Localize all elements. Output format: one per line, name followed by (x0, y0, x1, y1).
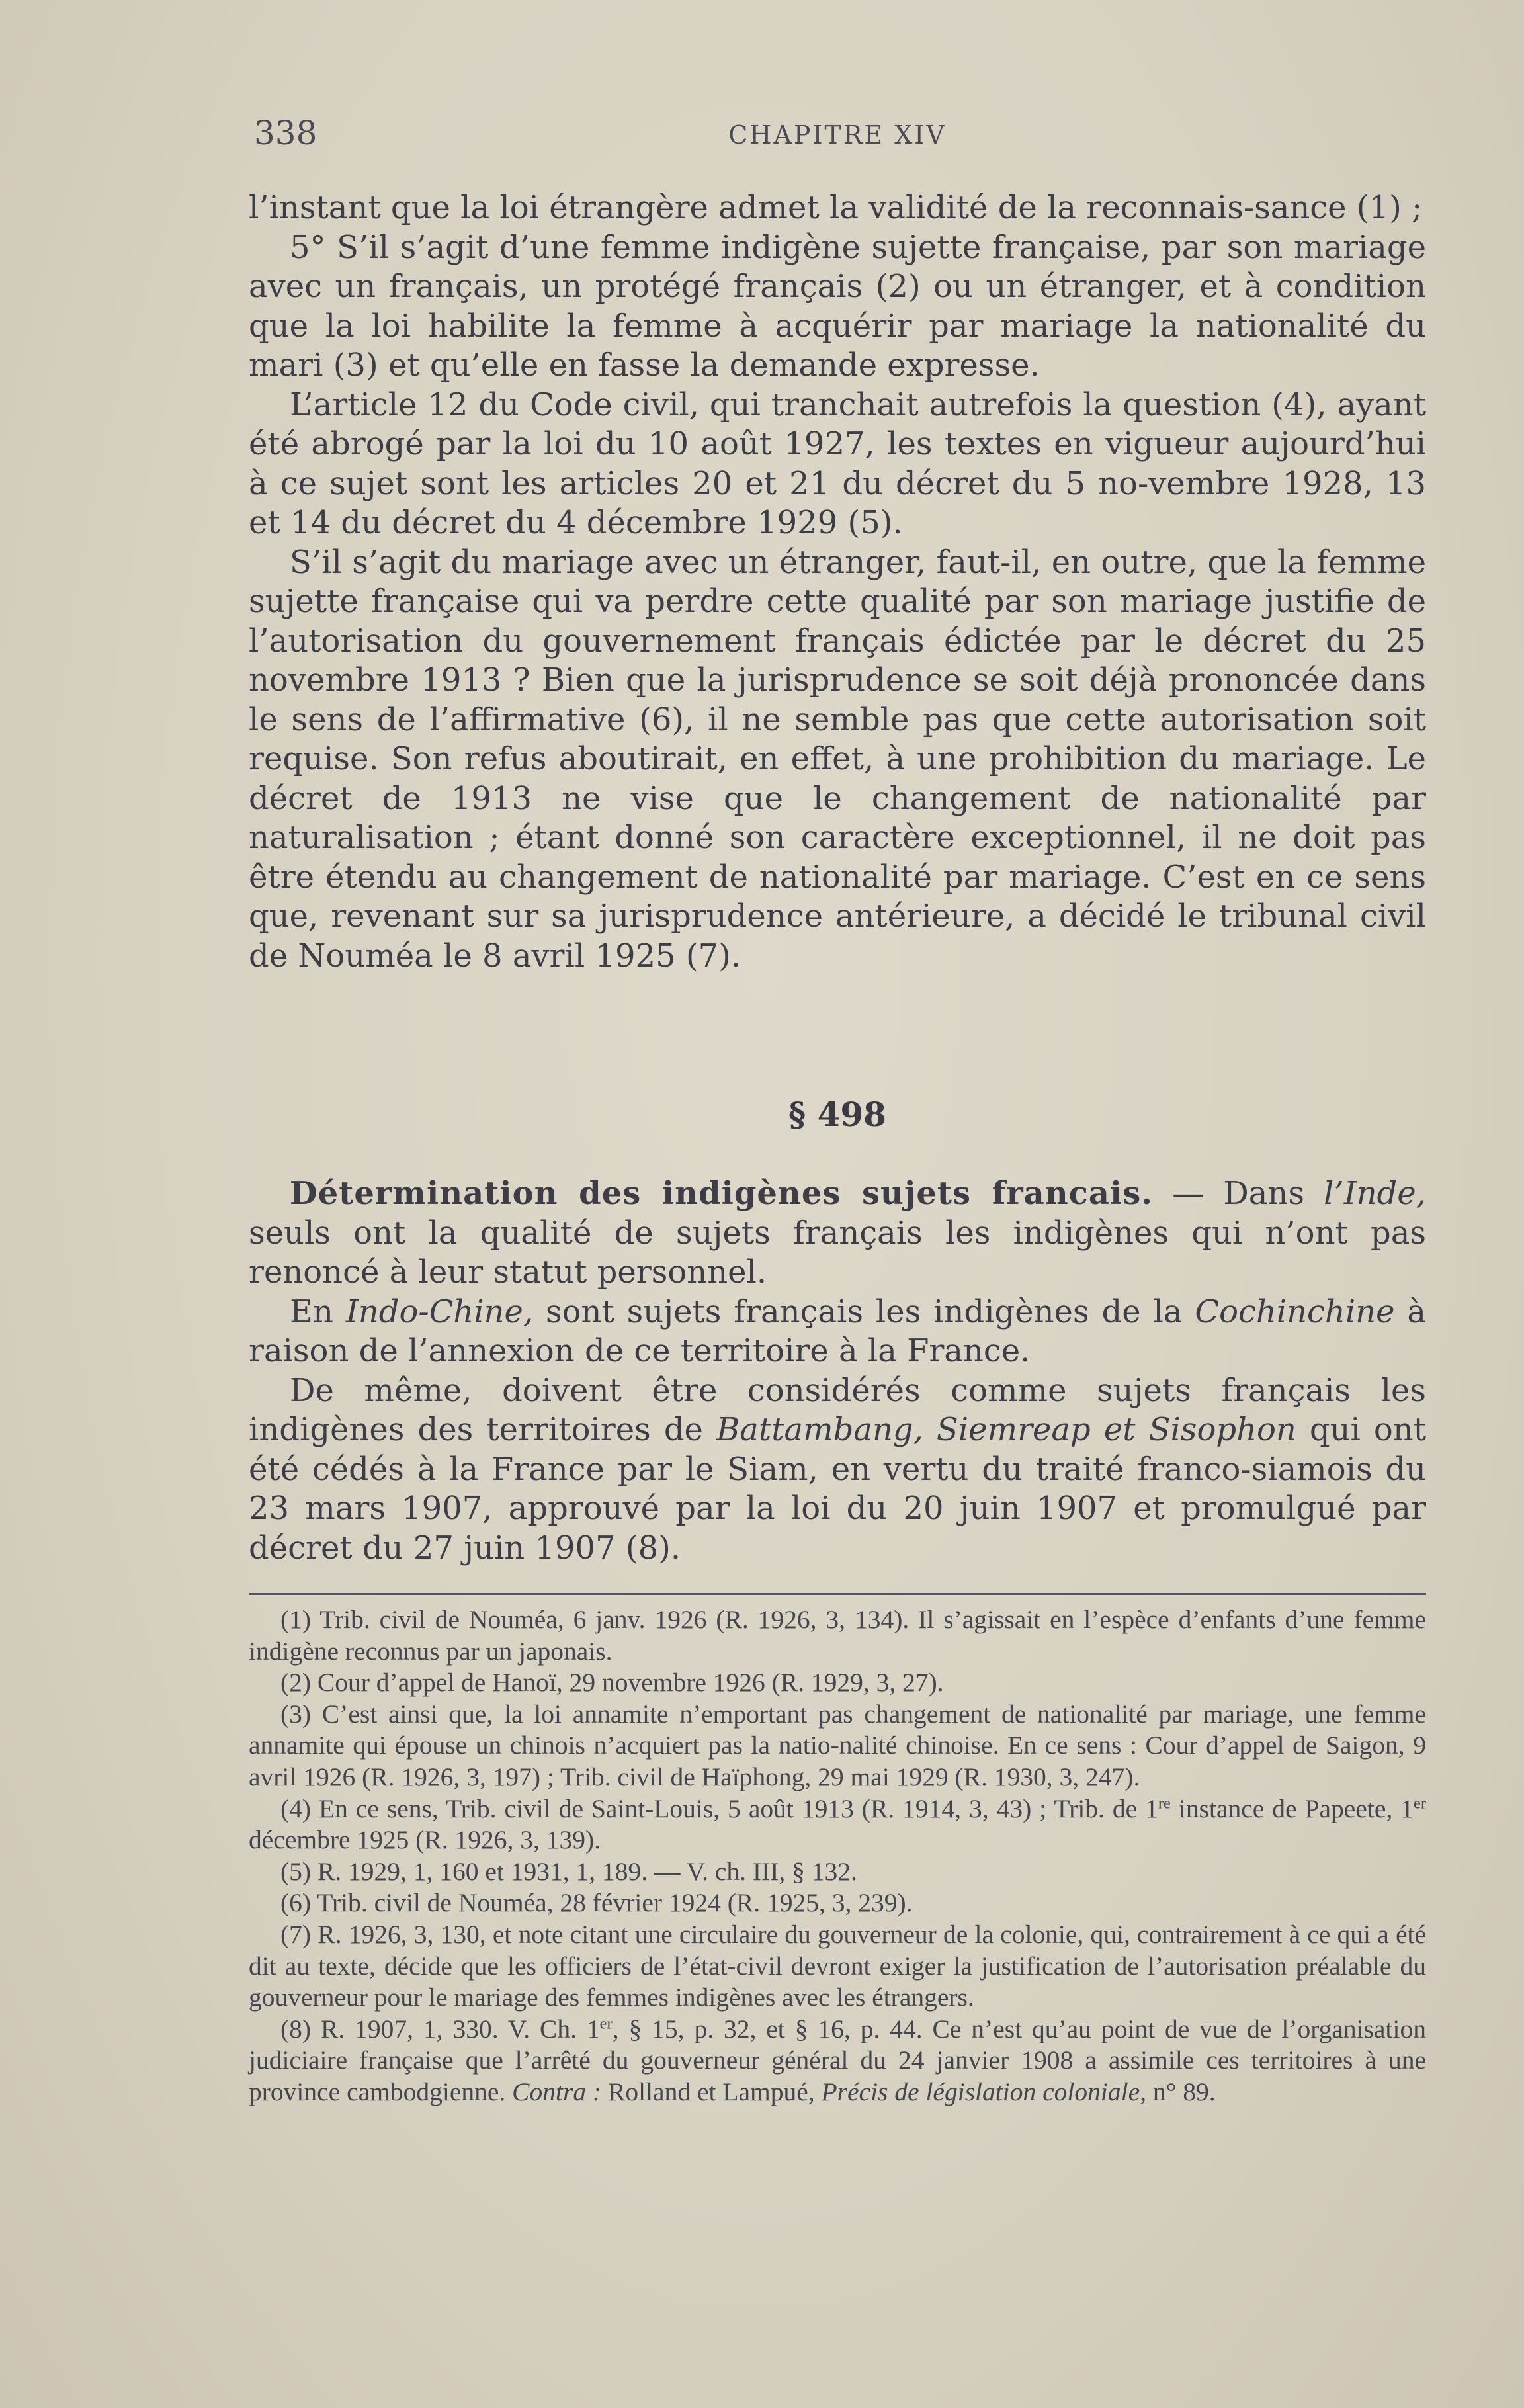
footnote-divider (249, 1593, 1426, 1595)
italic-run: Indo-Chine, (345, 1293, 534, 1330)
text-run: De même, doivent être considérés comme sujets français les indigènes des territoires de (249, 1371, 1426, 1448)
page-number: 338 (254, 114, 318, 152)
running-header (249, 114, 1426, 160)
text-run: — Dans (1152, 1175, 1324, 1212)
paragraph (249, 1174, 1426, 1293)
text-run: qui ont été cédés à la France par le Siam, en vertu du traité franco-siamois du 23 mars 1907, approuvé par la loi du 20 juin 1907 et promulgué par décret du 27 juin 1907 (8). (249, 1411, 1426, 1567)
section-text (249, 1174, 1426, 1568)
footnote: (7) R. 1926, 3, 130, et note citant une circulaire du gouverneur de la colonie, qui, contrairement à ce qui a été dit au texte, décide que les officiers de l’état-civil devront exiger la justification de l’autorisation préalable du gouverneur pour le mariage des femmes indigènes avec les étrangers. (249, 1919, 1426, 2012)
section-heading: Détermination des indigènes sujets francais. (290, 1175, 1153, 1212)
paragraph: S’il s’agit du mariage avec un étranger, faut-il, en outre, que la femme sujette française qui va perdre cette qualité par son mariage justifie de l’autorisation du gouvernement français édictée par le décret du 25 novembre 1913 ? Bien que la jurisprudence se soit déjà prononcée dans le sens de l’affirmative (6), il ne semble pas que cette autorisation soit requise. Son refus aboutirait, en effet, à une prohibition du mariage. Le décret de 1913 ne vise que le changement de nationalité par naturalisation ; étant donné son caractère exceptionnel, il ne doit pas être étendu au changement de nationalité par mariage. C’est en ce sens que, revenant sur sa jurisprudence antérieure, a décidé le tribunal civil de Nouméa le 8 avril 1925 (7). (249, 543, 1426, 974)
footnote: (1) Trib. civil de Nouméa, 6 janv. 1926 (R. 1926, 3, 134). Il s’agissait en l’espèce d’enfants d’une femme indigène reconnus par un japonais. (249, 1605, 1426, 1666)
text-run: (8) R. 1907, 1, 330. V. Ch. 1 (280, 2014, 600, 2043)
paragraph (249, 1371, 1426, 1569)
main-text (249, 189, 1426, 976)
italic-run: Cochinchine (1195, 1293, 1395, 1330)
italic-run: Précis de législation coloniale, (821, 2077, 1146, 2106)
text-run: (4) En ce sens, Trib. civil de Saint-Louis, 5 août 1913 (R. 1914, 3, 43) ; Trib. de 1 (280, 1793, 1158, 1823)
text-run: seuls ont la qualité de sujets français les indigènes qui n’ont pas renoncé à leur statut personnel. (249, 1214, 1426, 1291)
text-run: sont sujets français les indigènes de la (533, 1293, 1195, 1330)
footnote: (3) C’est ainsi que, la loi annamite n’emportant pas changement de nationalité par mariage, une femme annamite qui épouse un chinois n’acquiert pas la natio-nalité chinoise. En ce sens : Cour d’appel de Saigon, 9 avril 1926 (R. 1926, 3, 197) ; Trib. civil de Haïphong, 29 mai 1929 (R. 1930, 3, 247). (249, 1699, 1426, 1791)
text-run: n° 89. (1146, 2077, 1216, 2106)
superscript: re (1158, 1794, 1171, 1813)
footnote: (6) Trib. civil de Nouméa, 28 février 1924 (R. 1925, 3, 239). (280, 1888, 913, 1918)
paragraph (249, 1293, 1426, 1371)
italic-run: Contra : (512, 2077, 602, 2106)
paragraph: 5° S’il s’agit d’une femme indigène sujette française, par son mariage avec un français, un protégé français (2) ou un étranger, et à condition que la loi habilite la femme à acquérir par mariage la nationalité du mari (3) et qu’elle en fasse la demande expresse. (249, 228, 1426, 384)
text-run: En (290, 1293, 346, 1330)
text-run: à raison de l’annexion de ce territoire à la France. (249, 1293, 1426, 1369)
paragraph: L’article 12 du Code civil, qui tranchait autrefois la question (4), ayant été abrogé par la loi du 10 août 1927, les textes en vigueur aujourd’hui à ce sujet sont les articles 20 et 21 du décret du 5 no-vembre 1928, 13 et 14 du décret du 4 décembre 1929 (5). (249, 386, 1426, 541)
footnote (249, 2014, 1426, 2108)
superscript: er (1413, 1794, 1426, 1813)
footnote: (5) R. 1929, 1, 160 et 1931, 1, 189. — V. ch. III, § 132. (280, 1856, 857, 1886)
text-run: décembre 1925 (R. 1926, 3, 139). (249, 1825, 601, 1855)
footnotes (249, 1604, 1426, 2108)
text-run: , § 15, p. 32, et § 16, p. 44. Ce n’est qu’au point de vue de l’organisation judiciaire française que l’arrêté du gouverneur général du 24 janvier 1908 a assimile ces territoires à une province cambodgienne. (249, 2014, 1426, 2106)
chapter-title: CHAPITRE XIV (728, 120, 947, 150)
italic-run: Battambang, Siemreap et Sisophon (716, 1411, 1296, 1448)
text-run: instance de Papeete, 1 (1170, 1793, 1414, 1823)
text-run: Rolland et Lampué, (601, 2077, 822, 2106)
paragraph: l’instant que la loi étrangère admet la validité de la reconnais-sance (1) ; (249, 189, 1423, 226)
superscript: er (599, 2014, 613, 2033)
footnote (249, 1793, 1426, 1856)
footnote: (2) Cour d’appel de Hanoï, 29 novembre 1926 (R. 1929, 3, 27). (280, 1668, 944, 1698)
italic-run: l’Inde, (1324, 1175, 1427, 1212)
section-number: § 498 (788, 1095, 886, 1134)
